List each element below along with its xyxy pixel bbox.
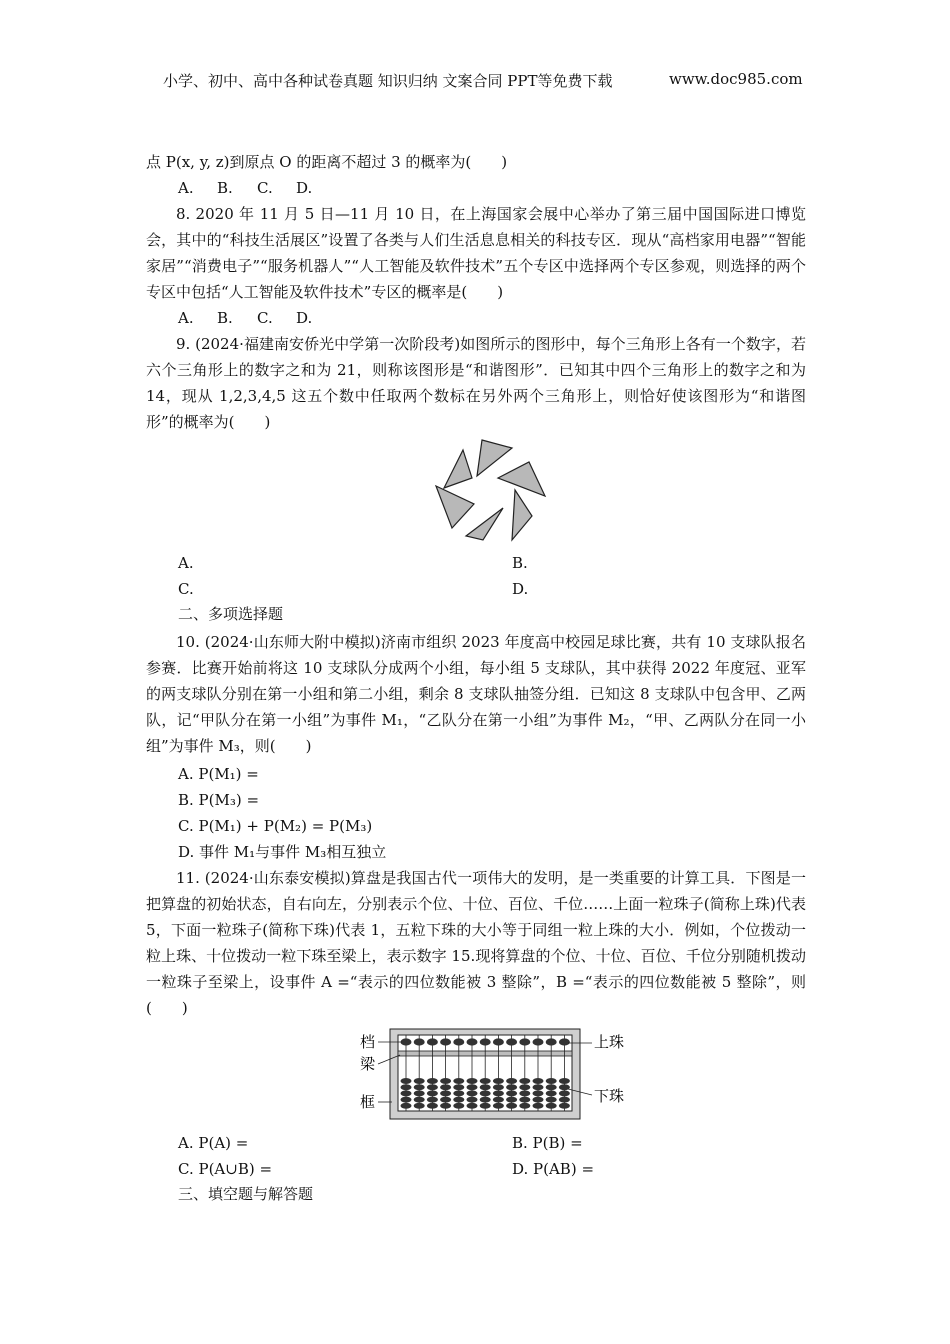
lower-bead [440, 1084, 451, 1090]
upper-bead [519, 1038, 530, 1045]
q10-text: 10. (2024·山东师大附中模拟)济南市组织 2023 年度高中校园足球比赛，共有 10 支球队报名参赛．比赛开始前将这 10 支球队分成两个小组，每小组 5 支球队，其中获得 2022 年度冠、亚军的两支球队分别在第一小组和第二小组，剩余 8 支球队抽签分组．已知这 8 支球队中包含甲、乙两队，记“甲队分在第一小组”为事件 M₁，“乙队分在第一小组”为事件 M₂，“甲、乙两队分在同一小组”为事件 M₃，则( ) [146, 633, 806, 755]
lower-bead [546, 1084, 557, 1090]
lower-bead [427, 1078, 438, 1084]
lower-bead [467, 1103, 478, 1109]
q7-option-b: B. [217, 179, 233, 197]
section-2-title: 二、多项选择题 [178, 605, 284, 623]
lower-bead [427, 1097, 438, 1103]
lower-bead [453, 1103, 464, 1109]
upper-bead [546, 1038, 557, 1045]
upper-bead [427, 1038, 438, 1045]
abacus-figure [356, 1025, 632, 1125]
lower-bead [453, 1078, 464, 1084]
q9-text: 9. (2024·福建南安侨光中学第一次阶段考)如图所示的图形中，每个三角形上各有一个数字，若六个三角形上的数字之和为 21，则称该图形是“和谐图形”．已知其中四个三角形上的数字之和为 14，现从 1,2,3,4,5 这五个数中任取两个数标在另外两个三角形上，则恰好使该图形为“和谐图形”的概率为( ) [146, 335, 806, 431]
lower-bead [453, 1084, 464, 1090]
lower-bead [506, 1097, 517, 1103]
label-kuang: 框 [360, 1093, 376, 1111]
q11-option-b: B. P(B) = [512, 1134, 583, 1152]
q9-option-a: A. [178, 554, 194, 572]
label-lower: 下珠 [594, 1087, 625, 1105]
q8-option-c: C. [257, 309, 273, 327]
q10-option-a: A. P(M₁) = [178, 765, 259, 783]
lower-bead [559, 1090, 570, 1096]
lower-bead [480, 1084, 491, 1090]
q7-option-d: D. [296, 179, 313, 197]
lower-bead [533, 1084, 544, 1090]
lower-bead [493, 1078, 504, 1084]
upper-bead [467, 1038, 478, 1045]
lower-bead [401, 1103, 412, 1109]
q8-text: 8. 2020 年 11 月 5 日—11 月 10 日，在上海国家会展中心举办了第三届中国国际进口博览会，其中的“科技生活展区”设置了各类与人们生活息息相关的科技专区．现从“高档家用电器”“智能家居”“消费电子”“服务机器人”“人工智能及软件技术”五个专区中选择两个专区参观，则选择的两个专区中包括“人工智能及软件技术”专区的概率是( ) [146, 205, 806, 301]
upper-bead [414, 1038, 425, 1045]
lower-bead [401, 1097, 412, 1103]
q11-text: 11. (2024·山东泰安模拟)算盘是我国古代一项伟大的发明，是一类重要的计算工具．下图是一把算盘的初始状态，自右向左，分别表示个位、十位、百位、千位……上面一粒珠子(简称上珠)代表 5，下面一粒珠子(简称下珠)代表 1，五粒下珠的大小等于同组一粒上珠的大小．例如，个位拨动一粒上珠、十位拨动一粒下珠至梁上，表示数字 15.现将算盘的个位、十位、百位、千位分别随机拨动一粒珠子至梁上，设事件 A =“表示的四位数能被 3 整除”，B =“表示的四位数能被 5 整除”，则( ) [146, 869, 806, 1017]
lower-bead [414, 1084, 425, 1090]
lower-bead [546, 1078, 557, 1084]
header-right: www.doc985.com [669, 70, 803, 88]
triangle-2 [477, 440, 512, 476]
q11-option-d: D. P(AB) = [512, 1160, 595, 1178]
upper-bead [506, 1038, 517, 1045]
lower-bead [533, 1097, 544, 1103]
lower-bead [546, 1103, 557, 1109]
q7-stem-tail: 点 P(x, y, z)到原点 O 的距离不超过 3 的概率为( ) [146, 153, 508, 171]
lower-bead [493, 1084, 504, 1090]
lower-bead [493, 1090, 504, 1096]
upper-bead [559, 1038, 570, 1045]
lower-bead [427, 1090, 438, 1096]
lower-bead [493, 1097, 504, 1103]
upper-bead [493, 1038, 504, 1045]
lower-bead [506, 1090, 517, 1096]
lower-bead [533, 1103, 544, 1109]
lower-bead [440, 1078, 451, 1084]
lower-bead [519, 1103, 530, 1109]
lower-bead [440, 1097, 451, 1103]
upper-bead [453, 1038, 464, 1045]
lower-bead [519, 1090, 530, 1096]
lower-bead [401, 1084, 412, 1090]
lower-bead [414, 1097, 425, 1103]
lower-bead [480, 1090, 491, 1096]
q10-option-c: C. P(M₁) + P(M₂) = P(M₃) [178, 817, 373, 835]
lower-bead [414, 1078, 425, 1084]
lower-bead [401, 1090, 412, 1096]
lower-bead [546, 1097, 557, 1103]
lower-bead [493, 1103, 504, 1109]
lower-bead [427, 1084, 438, 1090]
q10-option-b: B. P(M₃) = [178, 791, 260, 809]
lower-bead [559, 1103, 570, 1109]
section-3-title: 三、填空题与解答题 [178, 1185, 314, 1203]
lower-bead [480, 1097, 491, 1103]
triangle-5 [466, 508, 503, 540]
triangle-1 [444, 450, 472, 488]
lower-bead [414, 1090, 425, 1096]
lower-bead [559, 1097, 570, 1103]
q9-option-d: D. [512, 580, 529, 598]
lower-bead [519, 1078, 530, 1084]
triangle-6 [436, 486, 474, 528]
lower-bead [519, 1084, 530, 1090]
label-dang: 档 [360, 1033, 376, 1051]
lower-bead [480, 1103, 491, 1109]
label-upper: 上珠 [594, 1033, 625, 1051]
lower-bead [467, 1078, 478, 1084]
q7-option-a: A. [178, 179, 194, 197]
lower-bead [480, 1078, 491, 1084]
triangle-3 [498, 462, 545, 496]
q9-option-c: C. [178, 580, 194, 598]
lower-bead [506, 1078, 517, 1084]
lower-bead [467, 1084, 478, 1090]
q8-option-d: D. [296, 309, 313, 327]
triangle-4 [512, 490, 532, 540]
label-liang: 梁 [360, 1055, 376, 1073]
q8-option-a: A. [178, 309, 194, 327]
lower-bead [559, 1078, 570, 1084]
lower-bead [533, 1078, 544, 1084]
lower-bead [440, 1103, 451, 1109]
upper-bead [401, 1038, 412, 1045]
upper-bead [533, 1038, 544, 1045]
lower-bead [467, 1097, 478, 1103]
lower-bead [453, 1090, 464, 1096]
lower-bead [453, 1097, 464, 1103]
lower-bead [519, 1097, 530, 1103]
lower-bead [401, 1078, 412, 1084]
pinwheel-figure [430, 432, 550, 550]
q8-option-b: B. [217, 309, 233, 327]
q11-option-c: C. P(A∪B) = [178, 1160, 273, 1178]
q7-option-c: C. [257, 179, 273, 197]
q11-option-a: A. P(A) = [178, 1134, 249, 1152]
lower-bead [546, 1090, 557, 1096]
lower-bead [533, 1090, 544, 1096]
lower-bead [506, 1103, 517, 1109]
lower-bead [440, 1090, 451, 1096]
upper-bead [440, 1038, 451, 1045]
q9-option-b: B. [512, 554, 528, 572]
lower-bead [427, 1103, 438, 1109]
header-left: 小学、初中、高中各种试卷真题 知识归纳 文案合同 PPT等免费下载 [163, 72, 613, 90]
lower-bead [467, 1090, 478, 1096]
upper-bead [480, 1038, 491, 1045]
lower-bead [414, 1103, 425, 1109]
q10-option-d: D. 事件 M₁与事件 M₃相互独立 [178, 843, 387, 861]
lower-bead [506, 1084, 517, 1090]
